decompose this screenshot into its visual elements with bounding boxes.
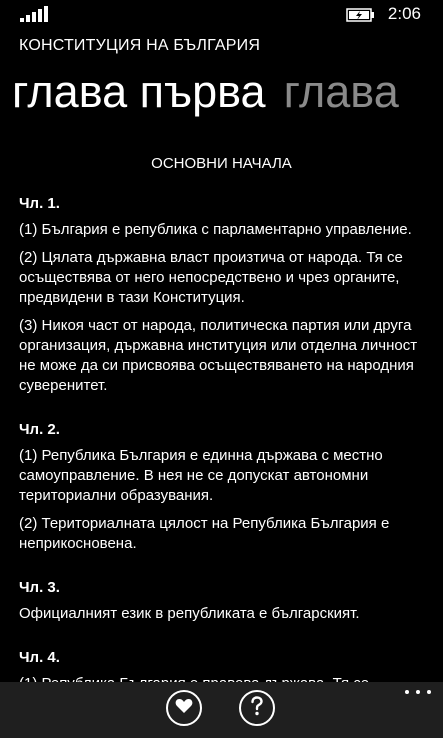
pivot-item-active[interactable]: глава първа xyxy=(12,66,266,117)
article xyxy=(19,420,424,554)
pivot-item-next[interactable]: глава xyxy=(283,66,399,117)
favorite-button[interactable] xyxy=(166,690,202,726)
signal-strength-icon xyxy=(20,6,48,22)
clock: 2:06 xyxy=(387,4,421,23)
app-title: КОНСТИТУЦИЯ НА БЪЛГАРИЯ xyxy=(19,37,261,54)
ellipsis-icon[interactable] xyxy=(405,688,433,696)
chapter-content[interactable] xyxy=(19,154,424,718)
article-paragraph: (2) Цялата държавна власт произтича от народа. Тя се осъществява от него непосредствено и чрез органите, предвидени в тази Конституция. xyxy=(19,249,403,306)
article-paragraph: (1) Република България е единна държава с местно самоуправление. В нея не се допускат автономни териториални образувания. xyxy=(19,447,383,504)
article-paragraph: Официалният език в републиката е българският. xyxy=(19,605,360,622)
article xyxy=(19,194,424,396)
article-paragraph: (2) Териториалната цялост на Република България е неприкосновена. xyxy=(19,515,390,552)
article xyxy=(19,578,424,624)
article-title: Чл. 2. xyxy=(19,421,60,438)
article-title: Чл. 1. xyxy=(19,195,60,212)
battery-charging-icon xyxy=(346,8,376,22)
section-heading: ОСНОВНИ НАЧАЛА xyxy=(151,155,292,172)
heart-icon xyxy=(175,698,193,719)
status-bar xyxy=(0,0,443,30)
app-bar xyxy=(0,682,443,738)
article-title: Чл. 4. xyxy=(19,649,60,666)
help-button[interactable] xyxy=(239,690,275,726)
article-paragraph: (3) Никоя част от народа, политическа партия или друга организация, държавна институция или отделна личност не може да си присвоява осъществяването на народния суверенитет. xyxy=(19,317,418,394)
article-paragraph: (1) България е република с парламентарно управление. xyxy=(19,221,412,238)
article-title: Чл. 3. xyxy=(19,579,60,596)
question-mark-icon xyxy=(250,696,264,721)
pivot-header xyxy=(12,66,399,118)
